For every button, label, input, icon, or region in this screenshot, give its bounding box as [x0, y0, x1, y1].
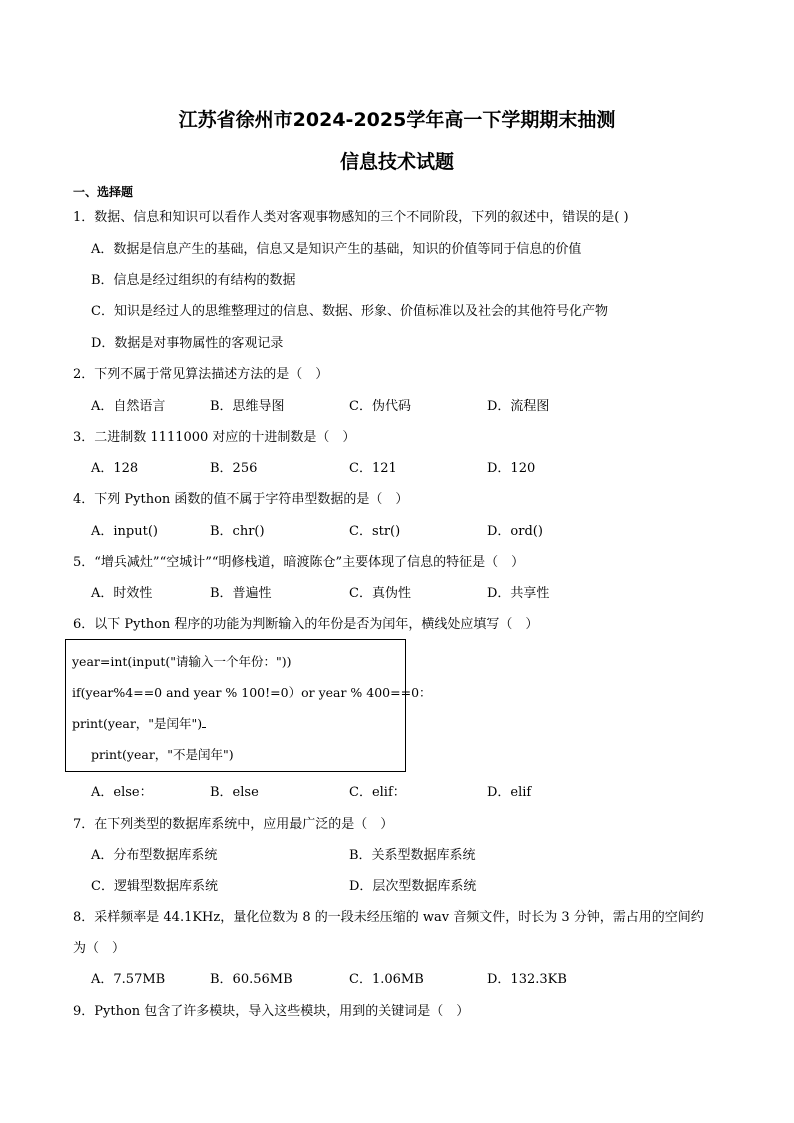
question-4-option-b: B．chr() — [210, 524, 265, 539]
question-3-option-b: B．256 — [210, 461, 258, 476]
question-1-option-a: A．数据是信息产生的基础，信息又是知识产生的基础，知识的价值等同于信息的价值 — [91, 242, 582, 257]
question-8-option-d: D．132.3KB — [487, 972, 567, 987]
code-line-2: if(year%4==0 and year % 100!=0）or year % 400==0： — [72, 685, 432, 700]
question-7-option-b: B．关系型数据库系统 — [349, 848, 476, 863]
question-6-option-b: B．else — [210, 785, 259, 800]
question-4-stem: 4．下列 Python 函数的值不属于字符串型数据的是（ ） — [73, 492, 409, 507]
question-1-option-c: C．知识是经过人的思维整理过的信息、数据、形象、价值标准以及社会的其他符号化产物 — [91, 304, 608, 319]
question-8-option-c: C．1.06MB — [349, 972, 424, 987]
question-5-options — [91, 582, 631, 602]
code-line-3 — [72, 714, 206, 732]
question-6-stem: 6．以下 Python 程序的功能为判断输入的年份是否为闰年，横线处应填写（ ） — [73, 617, 539, 632]
question-5-option-d: D．共享性 — [487, 586, 550, 601]
question-9-stem: 9．Python 包含了许多模块，导入这些模块，用到的关键词是（ ） — [73, 1004, 470, 1019]
section-heading: 一、选择题 — [73, 185, 134, 199]
question-2-option-a: A．自然语言 — [91, 399, 166, 414]
question-2-options — [91, 395, 631, 415]
question-2-option-d: D．流程图 — [487, 399, 550, 414]
question-5-option-a: A．时效性 — [91, 586, 153, 601]
question-8-stem: 8．采样频率是 44.1KHz，量化位数为 8 的一段未经压缩的 wav 音频文件，时长为 3 分钟，需占用的空间约 — [73, 910, 704, 925]
question-4-option-a: A．input() — [91, 524, 158, 539]
document-subtitle: 信息技术试题 — [339, 151, 454, 173]
question-7-options-row-1 — [91, 844, 631, 864]
question-4-option-d: D．ord() — [487, 524, 543, 539]
question-3-options — [91, 457, 631, 477]
question-3-stem: 3．二进制数 1111000 对应的十进制数是（ ） — [73, 430, 356, 445]
code-line-4: print(year，"不是闰年") — [91, 747, 234, 762]
question-2-option-c: C．伪代码 — [349, 399, 411, 414]
code-line-1: year=int(input("请输入一个年份：")) — [72, 654, 292, 669]
code-line-3-text: print(year，"是闰年") — [72, 716, 203, 731]
question-6-option-c: C．elif： — [349, 785, 406, 800]
question-3-option-d: D．120 — [487, 461, 536, 476]
question-7-option-d: D．层次型数据库系统 — [349, 879, 477, 894]
question-7-option-a: A．分布型数据库系统 — [91, 848, 218, 863]
question-2-option-b: B．思维导图 — [210, 399, 285, 414]
question-6-option-a: A．else： — [91, 785, 153, 800]
question-4-option-c: C．str() — [349, 524, 401, 539]
document-title: 江苏省徐州市2024-2025学年高一下学期期末抽测 — [178, 109, 616, 131]
question-6-option-d: D．elif — [487, 785, 532, 800]
question-3-option-c: C．121 — [349, 461, 397, 476]
question-7-options-row-2 — [91, 875, 631, 895]
question-6-options — [91, 781, 631, 801]
answer-blank — [202, 715, 206, 728]
question-7-stem: 7．在下列类型的数据库系统中，应用最广泛的是（ ） — [73, 817, 394, 832]
question-4-options — [91, 520, 631, 540]
question-1-option-b: B．信息是经过组织的有结构的数据 — [91, 273, 296, 288]
question-8-stem-continued: 为（ ） — [73, 941, 126, 956]
question-2-stem: 2．下列不属于常见算法描述方法的是（ ） — [73, 367, 329, 382]
question-5-stem: 5．“增兵减灶”“空城计”“明修栈道，暗渡陈仓”主要体现了信息的特征是（ ） — [73, 555, 525, 570]
question-5-option-b: B．普遍性 — [210, 586, 272, 601]
question-7-option-c: C．逻辑型数据库系统 — [91, 879, 218, 894]
question-8-options — [91, 968, 631, 988]
question-5-option-c: C．真伪性 — [349, 586, 411, 601]
question-8-option-a: A．7.57MB — [91, 972, 166, 987]
question-8-option-b: B．60.56MB — [210, 972, 293, 987]
question-1-stem: 1．数据、信息和知识可以看作人类对客观事物感知的三个不同阶段，下列的叙述中，错误的是( ) — [73, 210, 629, 225]
question-3-option-a: A．128 — [91, 461, 139, 476]
question-1-option-d: D．数据是对事物属性的客观记录 — [91, 336, 284, 351]
